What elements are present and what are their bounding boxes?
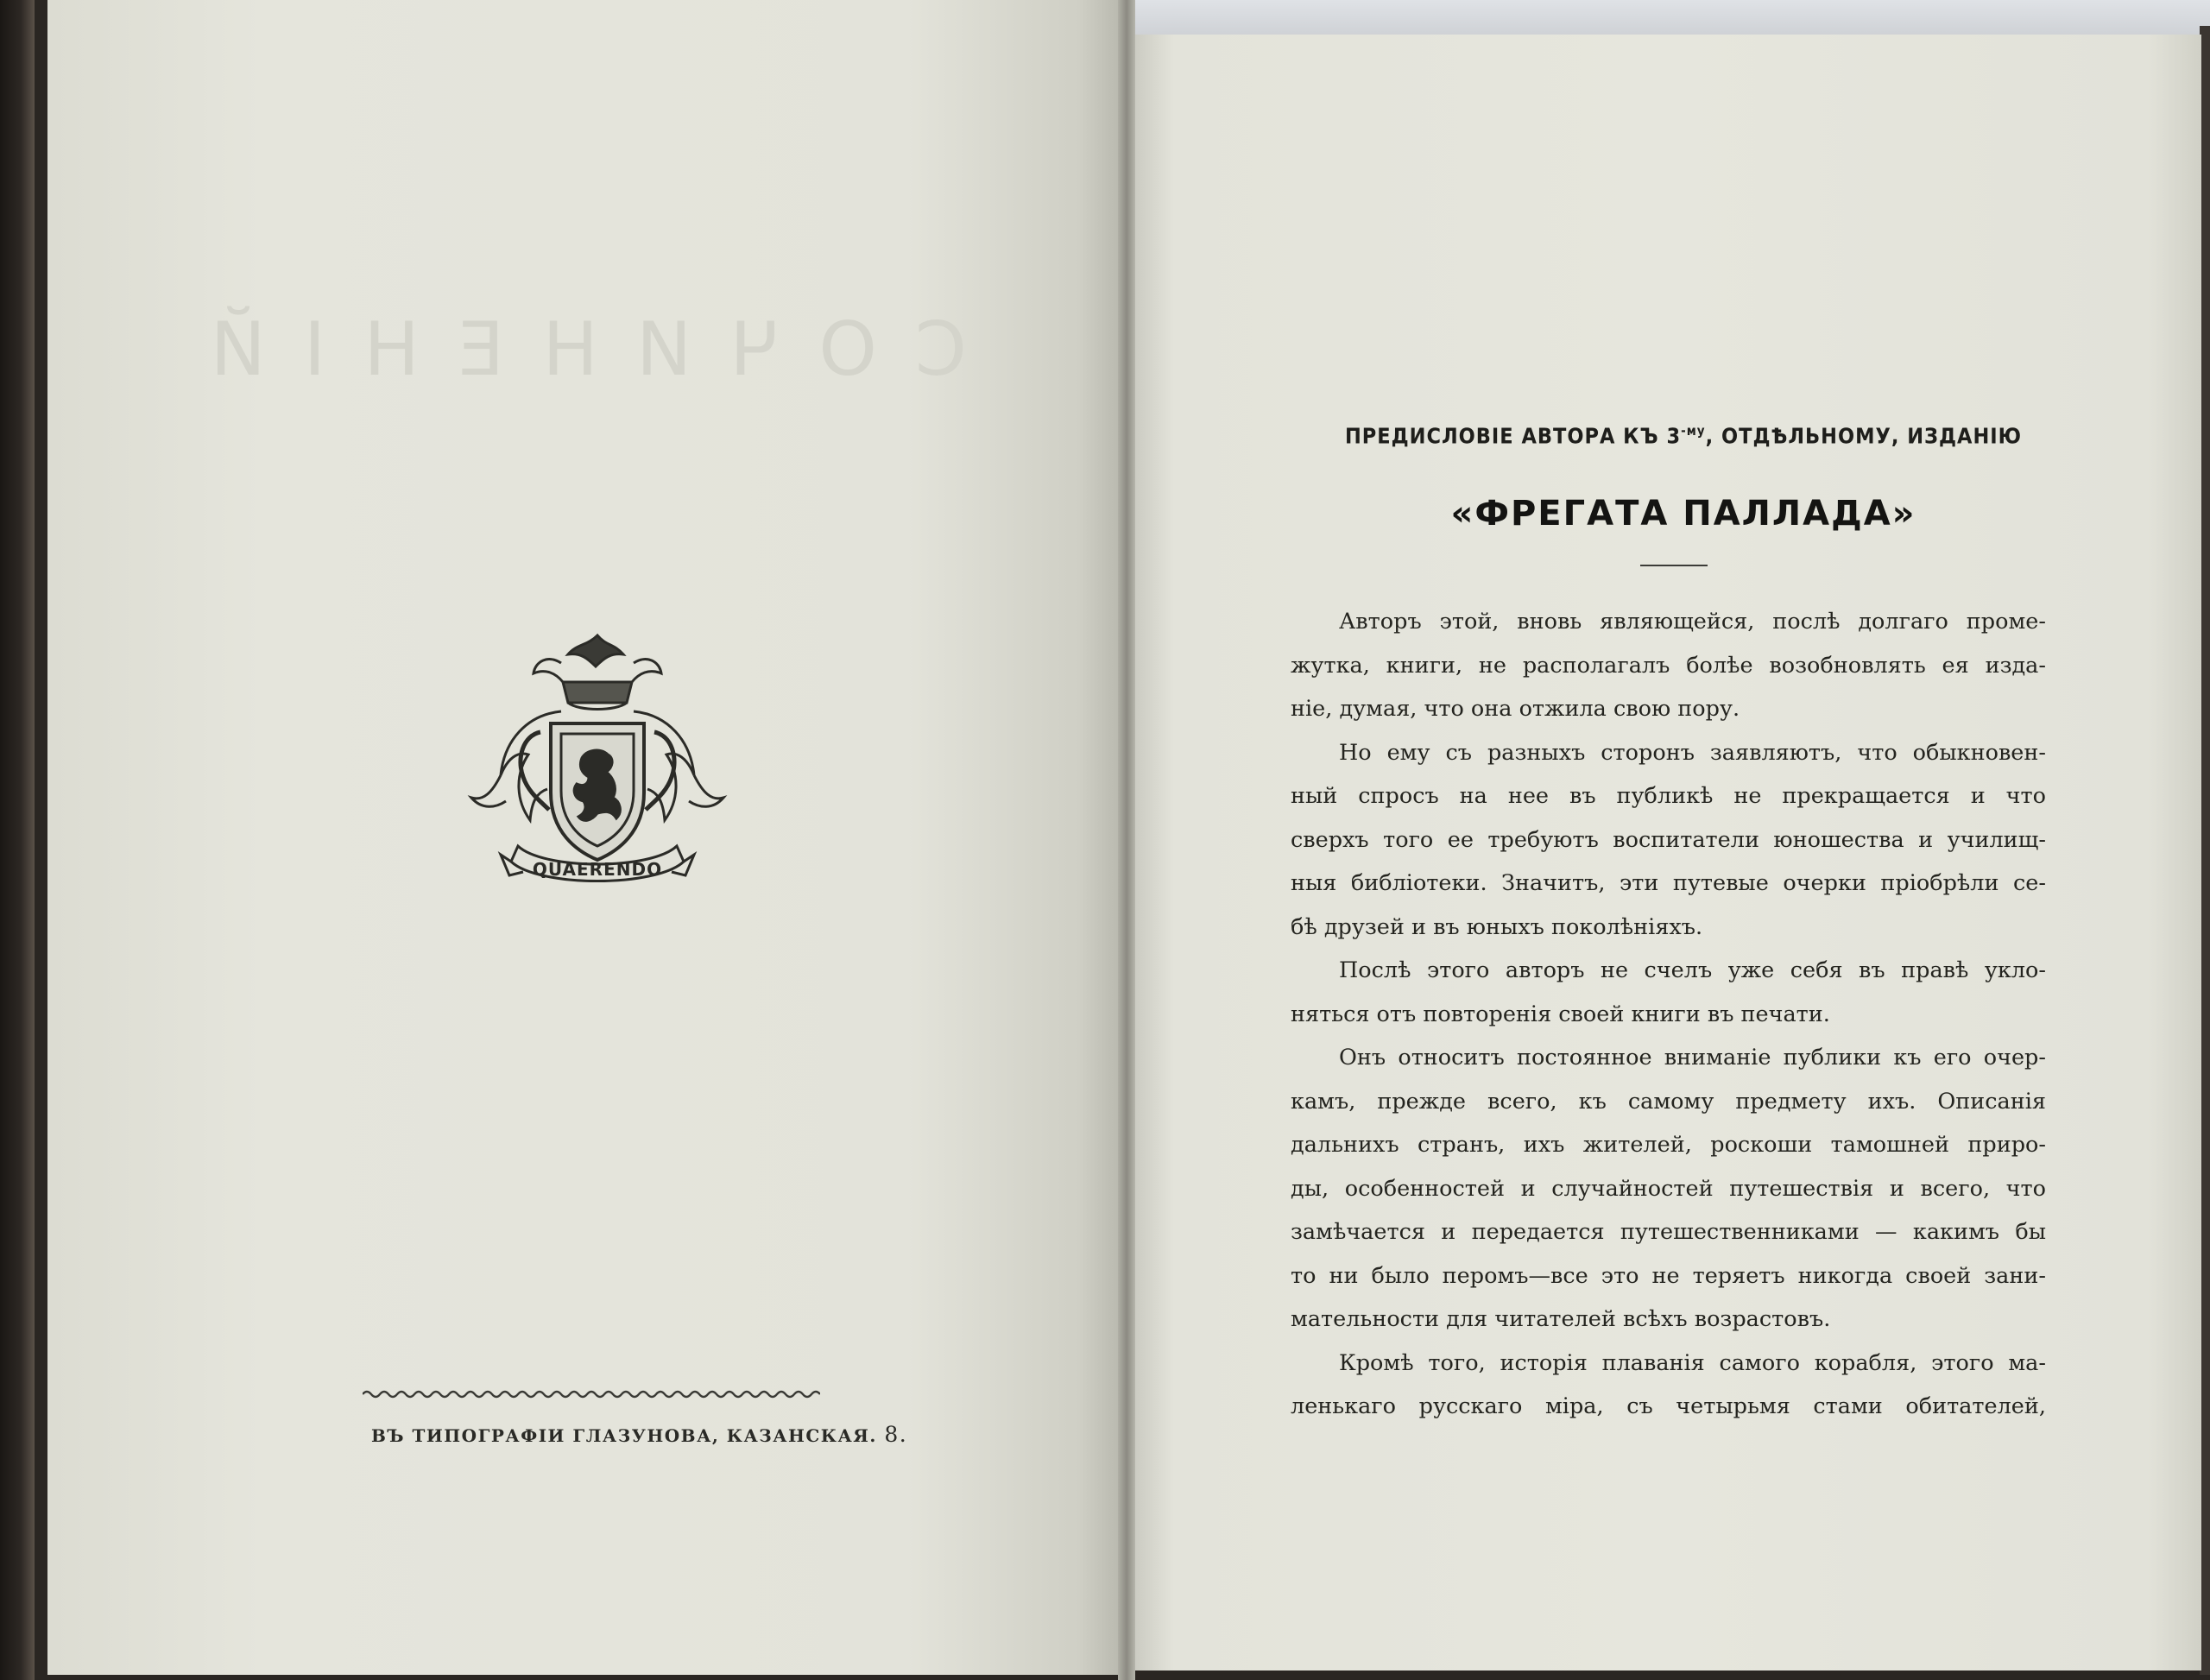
heading-main: ПРЕДИСЛОВІЕ АВТОРА КЪ 3 [1344,423,1682,449]
background-strip [1131,0,2210,35]
text-line: Кромѣ того, исторія плаванія самого корабля, этого ма- [1339,1349,2046,1376]
preface-body-text [1291,600,2046,1429]
text-line: то ни было перомъ—все это не теряетъ никогда своей зани- [1291,1262,2046,1289]
coat-of-arms-emblem [466,628,729,905]
book-title: «ФРЕГАТА ПАЛЛАДА» [1450,494,1916,534]
text-line: ленькаго русскаго міра, съ четырьмя стами обитателей, [1291,1393,2046,1419]
wavy-divider [363,1388,820,1400]
text-line: ный спросъ на нее въ публикѣ не прекращается и что [1291,783,2046,809]
text-line: ныя библіотеки. Значитъ, эти путевые очерки пріобрѣли се- [1291,870,2046,896]
heading-rest: , ОТДѢЛЬНОМУ, ИЗДАНІЮ [1705,423,2023,449]
imprint-number: 8. [884,1422,908,1447]
text-line: жутка, книги, не располагалъ болѣе возобновлять ея изда- [1291,652,2046,679]
book-cover-left-edge [0,0,35,1680]
text-line: Авторъ этой, вновь являющейся, послѣ долгаго проме- [1339,609,2046,635]
text-line: мательности для читателей всѣхъ возрастовъ. [1291,1306,1831,1332]
show-through-text: СОЧИНЕНІЙ [172,306,967,393]
emblem-motto: QUAERENDO [532,859,663,880]
text-line: ды, особенностей и случайностей путешествія и всего, что [1291,1175,2046,1202]
text-line: дальнихъ странъ, ихъ жителей, роскоши тамошней приро- [1291,1132,2046,1158]
text-line: Послѣ этого авторъ не счелъ уже себя въ правѣ укло- [1339,957,2046,983]
title-underline [1640,565,1708,566]
text-line: бѣ друзей и въ юныхъ поколѣніяхъ. [1291,913,1703,940]
page-gutter [1118,0,1135,1680]
text-line: Онъ относитъ постоянное вниманіе публики къ его очер- [1339,1045,2046,1071]
text-line: замѣчается и передается путешественниками — какимъ бы [1291,1219,2046,1245]
text-line: няться отъ повторенія своей книги въ печати. [1291,1001,1830,1027]
heading-superscript: -му [1681,423,1706,439]
printer-imprint [371,1422,908,1447]
preface-heading [1295,423,2072,448]
imprint-text: ВЪ ТИПОГРАФІИ ГЛАЗУНОВА, КАЗАНСКАЯ. [371,1425,877,1446]
text-line: камъ, прежде всего, къ самому предмету ихъ. Описанія [1291,1088,2046,1115]
text-line: ніе, думая, что она отжила свою пору. [1291,696,1740,722]
text-line: сверхъ того ее требуютъ воспитатели юношества и училищ- [1291,826,2046,853]
text-line: Но ему съ разныхъ сторонъ заявляютъ, что обыкновен- [1339,739,2046,766]
